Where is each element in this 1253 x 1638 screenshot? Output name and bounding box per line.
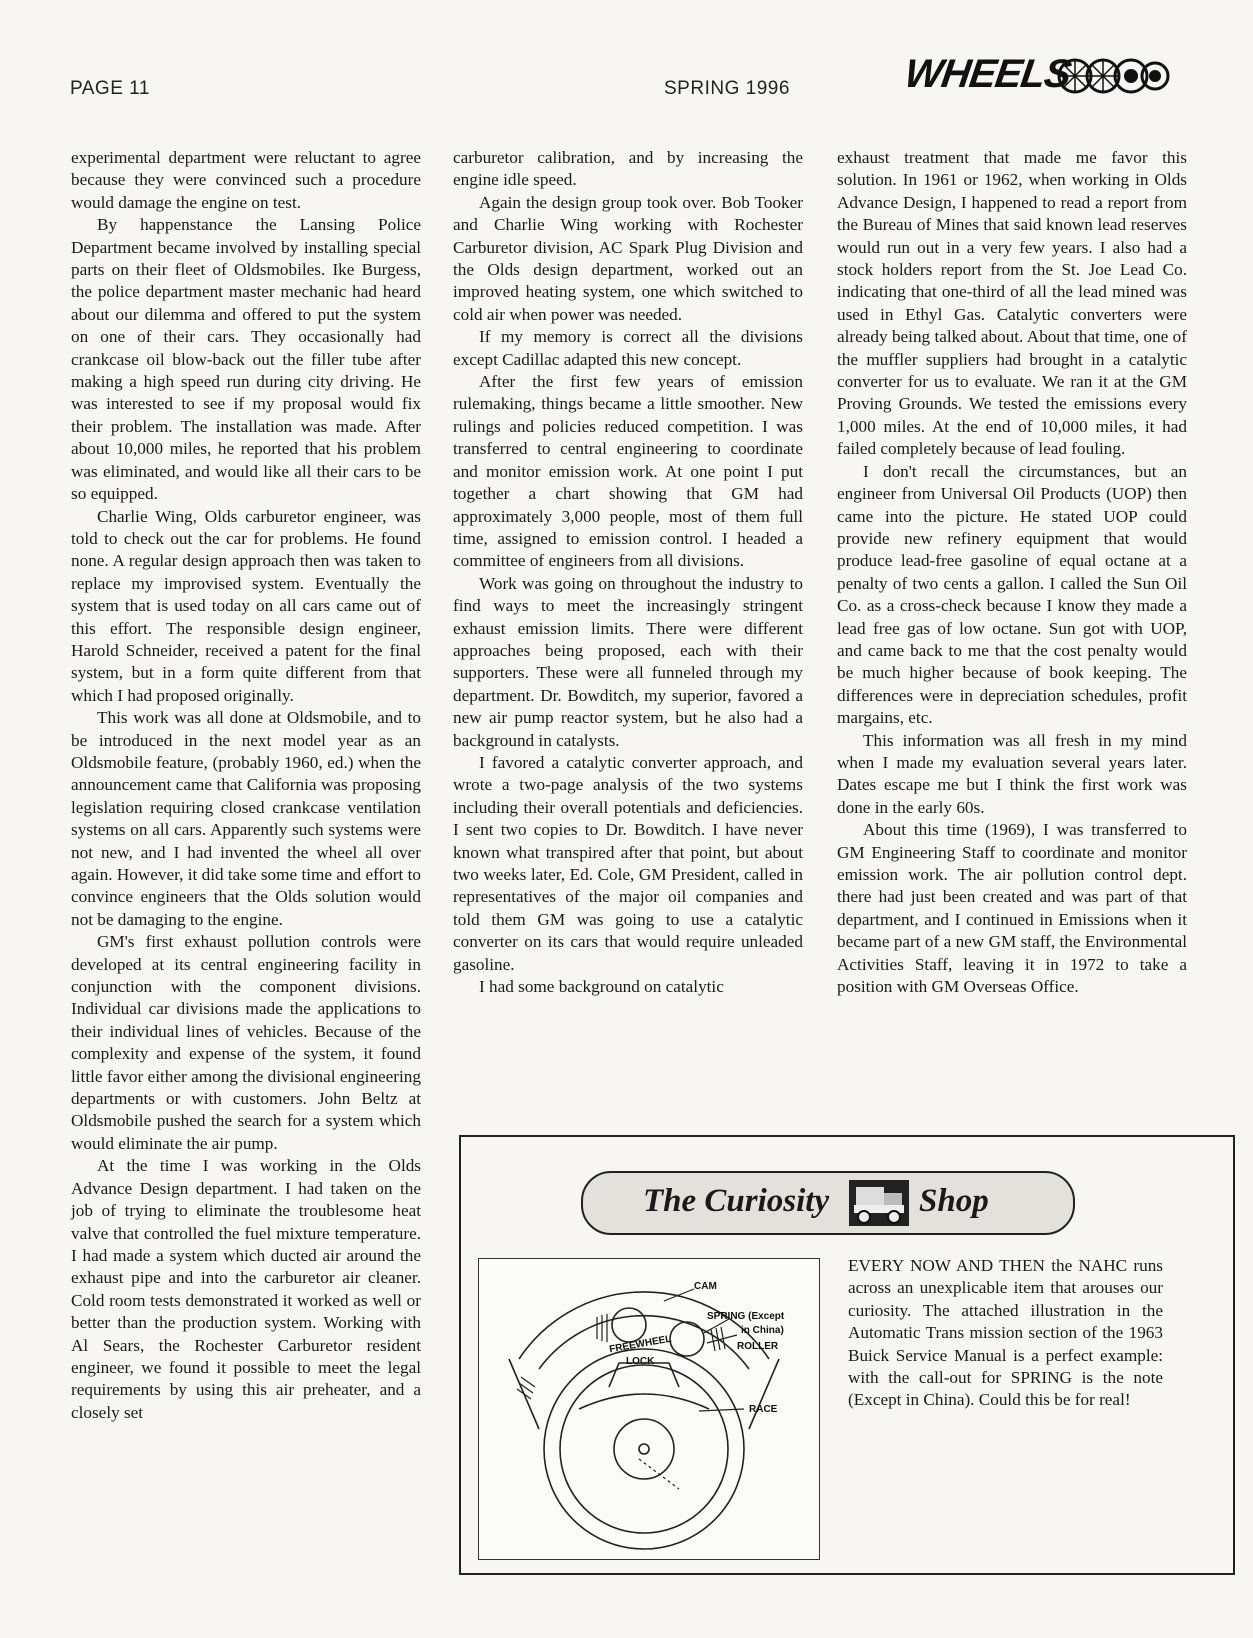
paragraph: GM's first exhaust pollution controls were developed at its central engineering facility in conjunction with the component divisions. Individual car divisions made the applications to their individual lines of vehicles. Because of the complexity and expense of the system, it found little favor either among the divisional engineering departments or with customers. John Beltz at Oldsmobile pushed the search for a system which would eliminate the air pump. — [71, 932, 421, 1153]
wheels-icon — [1055, 56, 1170, 96]
paragraph: About this time (1969), I was transferred to GM Engineering Staff to coordinate and monitor emission work. The air pollution control dept. there had just been created and was part of that department, and I continued in Emissions when it became part of a new GM staff, the Environmental Activities Staff, leaving it in 1972 to take a position with GM Overseas Office. — [837, 820, 1187, 997]
label-spring: SPRING (Except — [707, 1311, 785, 1322]
article-column-3 — [837, 147, 1187, 998]
paragraph: exhaust treatment that made me favor this solution. In 1961 or 1962, when working in Olds Advance Design, I happened to read a report from the Bureau of Mines that said known lead reserves would run out in a very few years. I also had a stock holders report from the St. Joe Lead Co. indicating that one-third of all the lead mined was used in Ethyl Gas. Catalytic converters were already being talked about. About that time, one of the muffler suppliers had brought in a catalytic converter for us to evaluate. We ran it at the GM Proving Grounds. We tested the emissions every 1,000 miles. At the end of 10,000 miles, it had failed completely because of lead fouling. — [837, 148, 1187, 459]
clutch-illustration — [478, 1258, 820, 1560]
paragraph: After the first few years of emission rulemaking, things became a little smoother. New rulings and policies reduced competition. I was transferred to central engineering to coordinate and monitor emission work. At one point I put together a chart showing that GM had approximately 3,000 people, most of them full time, assigned to emission control. I headed a committee of engineers from all divisions. — [453, 372, 803, 571]
label-freewheel: FREEWHEEL — [608, 1333, 673, 1356]
label-cam: CAM — [694, 1281, 717, 1292]
paragraph: Charlie Wing, Olds carburetor engineer, was told to check out the car for problems. He found none. A regular design approach then was taken to replace my improvised system. Eventually the system that is used today on all cars came out of this effort. The responsible design engineer, Harold Schneider, received a patent for the final system, but in a form quite different from that which I had proposed originally. — [71, 506, 421, 705]
banner-title-right: Shop — [919, 1183, 989, 1219]
paragraph: At the time I was working in the Olds Advance Design department. I had taken on the job of trying to eliminate the troublesome heat valve that controlled the fuel mixture temperature. I had made a system which ducted air around the exhaust pipe and into the carburetor air cleaner. Cold room tests demonstrated it worked as well or better than the production system. Working with Al Sears, the Rochester Carburetor resident engineer, we found it possible to meet the legal requirements by using this air preheater, and a closely set — [71, 1156, 421, 1422]
logo-wordmark: WHEELS — [901, 52, 1074, 96]
label-spring-note: in China) — [741, 1325, 784, 1336]
paragraph: This information was all fresh in my mind when I made my evaluation several years later. Dates escape me but I think the first work was done in the early 60s. — [837, 730, 1187, 817]
paragraph: I had some background on catalytic — [479, 977, 724, 997]
paragraph: experimental department were reluctant to agree because they were convinced such a procedure would damage the engine on test. — [71, 148, 421, 212]
curiosity-shop-banner — [581, 1171, 1075, 1235]
paragraph: I don't recall the circumstances, but an engineer from Universal Oil Products (UOP) then came into the picture. He stated UOP could provide new refinery equipment that would produce lead-free gasoline of equal octane at a penalty of two cents a gallon. I called the Sun Oil Co. as a cross-check because I know they made a lead free gas of low octane. Sun got with UOP, and came back to me that the cost penalty would be much higher because of book keeping. The differences were in depreciation schedules, profit margains, etc. — [837, 461, 1187, 728]
paragraph: carburetor calibration, and by increasing the engine idle speed. — [453, 148, 803, 190]
paragraph: This work was all done at Oldsmobile, and to be introduced in the next model year as an Oldsmobile feature, (probably 1960, ed.) when the announcement came that California was proposing legislation requiring closed crankcase ventilation systems on all cars. Apparently such systems were not new, and I had invented the wheel all over again. However, it did take some time and effort to convince engineers that the Olds solution would not be damaging to the engine. — [71, 708, 421, 929]
paragraph: I favored a catalytic converter approach, and wrote a two-page analysis of the two systems including their overall potentials and deficiencies. I sent two copies to Dr. Bowditch. I have never known what transpired after that point, but about two weeks later, Ed. Cole, GM President, called in representatives of the major oil companies and told them GM was going to use a catalytic converter on its cars that would require unleaded gasoline. — [453, 752, 803, 974]
article-column-1 — [71, 147, 421, 1424]
paragraph: Work was going on throughout the industry to find ways to meet the increasingly stringent exhaust emission limits. There were different approaches being proposed, each with their supporters. These were all funneled through my department. Dr. Bowditch, my superior, favored a new air pump reactor system, but he also had a background in catalysts. — [453, 573, 803, 750]
curiosity-description: EVERY NOW AND THEN the NAHC runs across an unexplicable item that arouses our curiosity. The attached illustration in the Automatic Trans mission section of the 1963 Buick Service Manual is a perfect example: with the call-out for SPRING is the note (Except in China). Could this be for real! — [848, 1256, 1163, 1410]
curiosity-shop-box — [459, 1135, 1235, 1575]
paragraph: Again the design group took over. Bob Tooker and Charlie Wing working with Rochester Carburetor division, AC Spark Plug Division and the Olds design department, worked out an improved heating system, one which switched to cold air when power was needed. — [453, 192, 803, 324]
issue-date: SPRING 1996 — [664, 78, 790, 99]
label-roller: ROLLER — [737, 1341, 779, 1352]
antique-car-icon — [848, 1179, 910, 1227]
wheels-logo — [901, 52, 1175, 102]
paragraph: If my memory is correct all the divisions except Cadillac adapted this new concept. — [453, 327, 803, 369]
banner-title-left: The Curiosity — [643, 1183, 830, 1219]
label-lock: LOCK — [626, 1356, 655, 1367]
label-race: RACE — [749, 1404, 778, 1415]
page-number: PAGE 11 — [70, 78, 150, 99]
article-column-2 — [453, 147, 803, 998]
paragraph: By happenstance the Lansing Police Department became involved by installing special parts on their fleet of Oldsmobiles. Ike Burgess, the police department master mechanic had heard about our dilemma and offered to put the system on one of their cars. They occasionally had crankcase oil blow-back out the filler tube after making a high speed run during city driving. He was interested to see if my proposal would fix their problem. The installation was made. After about 10,000 miles, he reported that his problem was eliminated, and would like all their cars to be so equipped. — [71, 215, 421, 504]
